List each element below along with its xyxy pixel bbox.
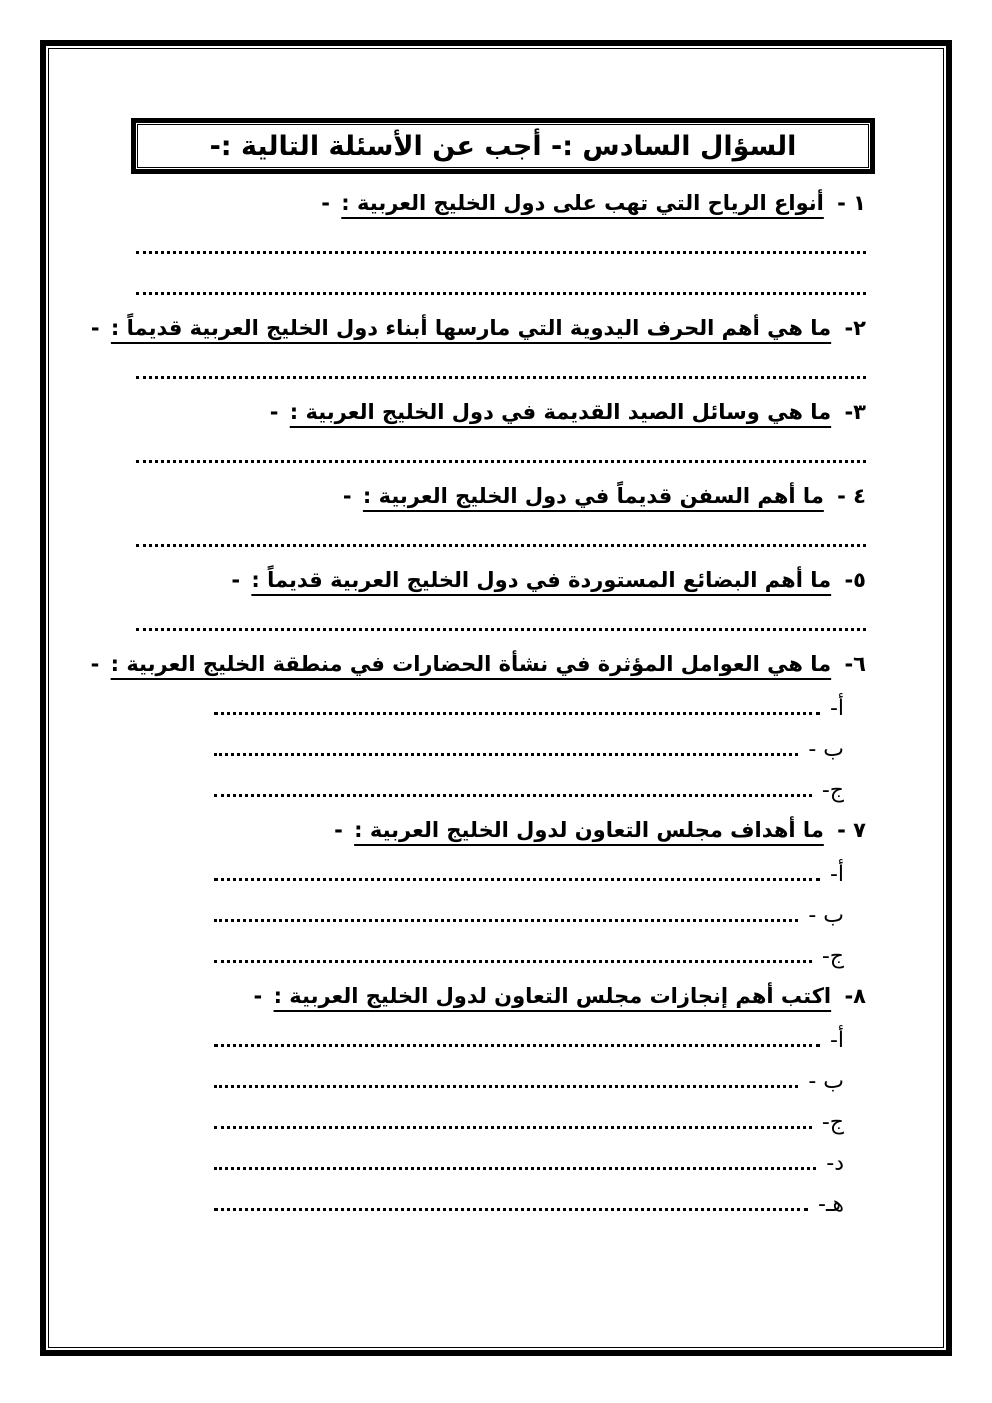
sub-answer-line-dots bbox=[214, 753, 798, 756]
sub-item-label: ب - bbox=[808, 1069, 844, 1094]
question-block-3 bbox=[136, 392, 866, 474]
question-block-2 bbox=[90, 308, 866, 390]
sub-answer-line-dots bbox=[214, 794, 812, 797]
answer-line bbox=[136, 224, 866, 265]
question-heading bbox=[136, 976, 866, 1017]
answer-line-dots bbox=[136, 544, 866, 547]
question-heading bbox=[90, 308, 866, 349]
question-number: ٦- bbox=[844, 652, 866, 676]
question-number: ٨- bbox=[844, 984, 866, 1008]
sub-item-label: ب - bbox=[808, 903, 844, 928]
question-heading bbox=[136, 183, 866, 224]
question-tail: - bbox=[90, 652, 100, 676]
question-text: ما هي أهم الحرف اليدوية التي مارسها أبناء دول الخليج العربية قديماً : bbox=[110, 316, 832, 340]
sub-answer-line bbox=[136, 892, 866, 933]
answer-line bbox=[136, 601, 866, 642]
sub-answer-line bbox=[136, 767, 866, 808]
answer-line bbox=[136, 349, 866, 390]
sub-answer-line-dots bbox=[214, 878, 820, 881]
question-text: ما أهم البضائع المستوردة في دول الخليج العربية قديماً : bbox=[251, 568, 832, 592]
sub-answer-line bbox=[136, 1017, 866, 1058]
question-block-8 bbox=[136, 976, 866, 1222]
answer-line bbox=[136, 517, 866, 558]
question-heading bbox=[136, 392, 866, 433]
sub-answer-line-dots bbox=[214, 712, 820, 715]
question-tail: - bbox=[334, 818, 343, 842]
question-heading bbox=[90, 644, 866, 685]
sub-answer-line bbox=[136, 685, 866, 726]
question-title-box bbox=[131, 118, 875, 174]
question-heading bbox=[136, 560, 866, 601]
sub-answer-line bbox=[136, 1058, 866, 1099]
sub-answer-line bbox=[136, 851, 866, 892]
answer-line-dots bbox=[136, 292, 866, 295]
answer-line-dots bbox=[136, 376, 866, 379]
sub-item-label: ج- bbox=[821, 1110, 844, 1135]
sub-answer-line bbox=[136, 726, 866, 767]
answer-line-dots bbox=[136, 628, 866, 631]
sub-item-label: ب - bbox=[808, 737, 844, 762]
question-number: ٣- bbox=[844, 400, 866, 424]
question-block-5 bbox=[136, 560, 866, 642]
answer-line-dots bbox=[136, 460, 866, 463]
sub-answer-line bbox=[136, 933, 866, 974]
sub-item-label: ج- bbox=[821, 944, 844, 969]
question-tail: - bbox=[90, 316, 100, 340]
question-title-box-inner bbox=[137, 124, 869, 168]
sub-answer-line bbox=[136, 1181, 866, 1222]
question-number: ٧ - bbox=[837, 818, 866, 842]
questions-list bbox=[90, 183, 866, 1224]
sub-item-label: د- bbox=[826, 1151, 844, 1176]
sub-answer-line-dots bbox=[214, 1044, 820, 1047]
question-tail: - bbox=[231, 568, 241, 592]
question-text: ما أهداف مجلس التعاون لدول الخليج العربية : bbox=[354, 818, 824, 842]
question-tail: - bbox=[321, 191, 330, 215]
question-number: ٤ - bbox=[837, 484, 866, 508]
question-number: ١ - bbox=[837, 191, 866, 215]
sub-answer-line-dots bbox=[214, 1085, 798, 1088]
question-number: ٥- bbox=[844, 568, 866, 592]
sub-answer-line bbox=[136, 1099, 866, 1140]
answer-line-dots bbox=[136, 251, 866, 254]
sub-item-label: أ- bbox=[829, 1028, 844, 1053]
sub-answer-line bbox=[136, 1140, 866, 1181]
answer-line bbox=[136, 433, 866, 474]
question-text: أنواع الرياح التي تهب على دول الخليج العربية : bbox=[341, 191, 824, 215]
page-title: السؤال السادس :- أجب عن الأسئلة التالية :- bbox=[209, 130, 797, 162]
question-block-7 bbox=[136, 810, 866, 974]
question-tail: - bbox=[269, 400, 279, 424]
question-tail: - bbox=[253, 984, 263, 1008]
sub-answer-line-dots bbox=[214, 1167, 816, 1170]
sub-item-label: هـ- bbox=[818, 1192, 844, 1217]
question-text: ما أهم السفن قديماً في دول الخليج العربية : bbox=[362, 484, 824, 508]
question-heading bbox=[136, 810, 866, 851]
question-block-6 bbox=[90, 644, 866, 808]
sub-item-label: أ- bbox=[829, 696, 844, 721]
sub-answer-line-dots bbox=[214, 919, 798, 922]
sub-answer-line-dots bbox=[214, 1126, 812, 1129]
question-text: ما هي العوامل المؤثرة في نشأة الحضارات في منطقة الخليج العربية : bbox=[110, 652, 832, 676]
question-tail: - bbox=[342, 484, 352, 508]
question-text: اكتب أهم إنجازات مجلس التعاون لدول الخليج العربية : bbox=[273, 984, 832, 1008]
question-block-4 bbox=[136, 476, 866, 558]
question-number: ٢- bbox=[844, 316, 866, 340]
sub-item-label: أ- bbox=[829, 862, 844, 887]
sub-answer-line-dots bbox=[214, 960, 812, 963]
sub-answer-line-dots bbox=[214, 1208, 808, 1211]
question-text: ما هي وسائل الصيد القديمة في دول الخليج العربية : bbox=[289, 400, 832, 424]
sub-item-label: ج- bbox=[821, 778, 844, 803]
question-block-1 bbox=[136, 183, 866, 306]
question-heading bbox=[136, 476, 866, 517]
answer-line bbox=[136, 265, 866, 306]
